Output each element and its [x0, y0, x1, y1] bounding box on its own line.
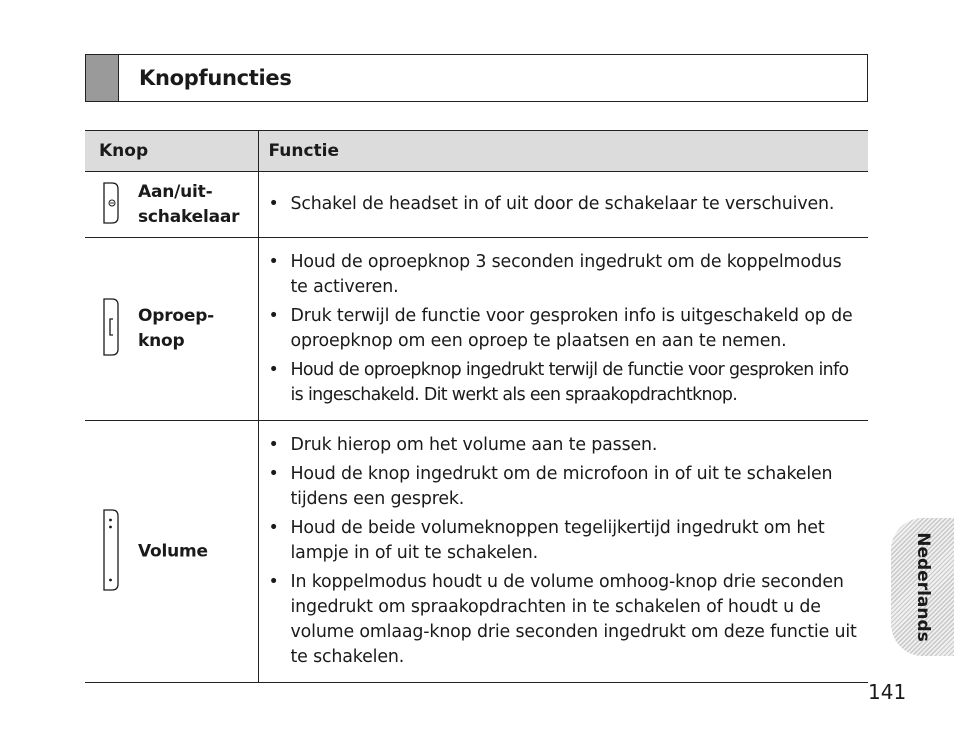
bullet-icon: •: [268, 464, 279, 484]
page-title: Knopfuncties: [139, 66, 292, 90]
bullet-icon: •: [268, 360, 279, 380]
functie-text: Druk hierop om het volume aan te passen.: [290, 435, 658, 455]
column-header-functie: Functie: [258, 131, 868, 172]
list-item: [269, 304, 865, 354]
button-functions-table: [85, 130, 868, 683]
power-switch-icon: [101, 182, 121, 228]
bullet-icon: •: [268, 572, 279, 592]
knop-label-text: Volume: [138, 541, 208, 561]
bullet-icon: •: [268, 194, 279, 214]
knop-label-text: Oproep- knop: [138, 306, 215, 351]
list-item: [269, 570, 865, 670]
table-row: [85, 238, 868, 421]
language-side-tab: [891, 518, 954, 656]
functie-list: [269, 250, 865, 408]
knop-cell: [85, 238, 258, 421]
functie-text: Druk terwijl de functie voor gesproken info is uitgeschakeld op de oproepknop om een oproep te plaatsen en aan te nemen.: [290, 306, 853, 351]
list-item: [269, 433, 865, 458]
page-number: 141: [868, 680, 907, 704]
section-header-tab: [86, 55, 119, 101]
functie-text: Houd de beide volumeknoppen tegelijkertijd ingedrukt om het lampje in of uit te schakelen.: [290, 518, 825, 563]
functie-cell: [258, 238, 868, 421]
knop-label-text: Aan/uit- schakelaar: [138, 181, 240, 227]
functie-list: [269, 192, 865, 217]
bullet-icon: •: [268, 435, 279, 455]
knop-label: [138, 180, 258, 230]
list-item: [269, 192, 865, 217]
knop-label: [138, 539, 258, 564]
functie-text: Houd de oproepknop ingedrukt terwijl de functie voor gesproken info is ingeschakeld. Dit werkt als een spraakopdrachtknop.: [290, 360, 849, 405]
functie-text: Houd de oproepknop 3 seconden ingedrukt om de koppelmodus te activeren.: [290, 252, 842, 297]
functie-text: Houd de knop ingedrukt om de microfoon in of uit te schakelen tijdens een gesprek.: [290, 464, 833, 509]
functie-cell: [258, 172, 868, 238]
list-item: [269, 462, 865, 512]
knop-cell: [85, 421, 258, 683]
table-row: [85, 421, 868, 683]
table-header-row: [85, 131, 868, 172]
bullet-icon: •: [268, 252, 279, 272]
bullet-icon: •: [268, 306, 279, 326]
list-item: [269, 358, 865, 408]
list-item: [269, 516, 865, 566]
bullet-icon: •: [268, 518, 279, 538]
knop-label: [138, 304, 258, 354]
language-label: Nederlands: [912, 532, 933, 642]
functie-text: In koppelmodus houdt u de volume omhoog-knop drie seconden ingedrukt om spraakopdrachten in te schakelen of houdt u de volume omlaag-knop drie seconden ingedrukt om deze functie uit te schakelen.: [290, 572, 857, 667]
table-row: [85, 172, 868, 238]
volume-button-icon: [101, 509, 121, 595]
list-item: [269, 250, 865, 300]
column-header-knop: Knop: [85, 131, 258, 172]
section-header: [85, 54, 868, 102]
call-button-icon: [101, 298, 121, 360]
functie-cell: [258, 421, 868, 683]
functie-list: [269, 433, 865, 670]
functie-text: Schakel de headset in of uit door de schakelaar te verschuiven.: [290, 194, 835, 214]
knop-cell: [85, 172, 258, 238]
